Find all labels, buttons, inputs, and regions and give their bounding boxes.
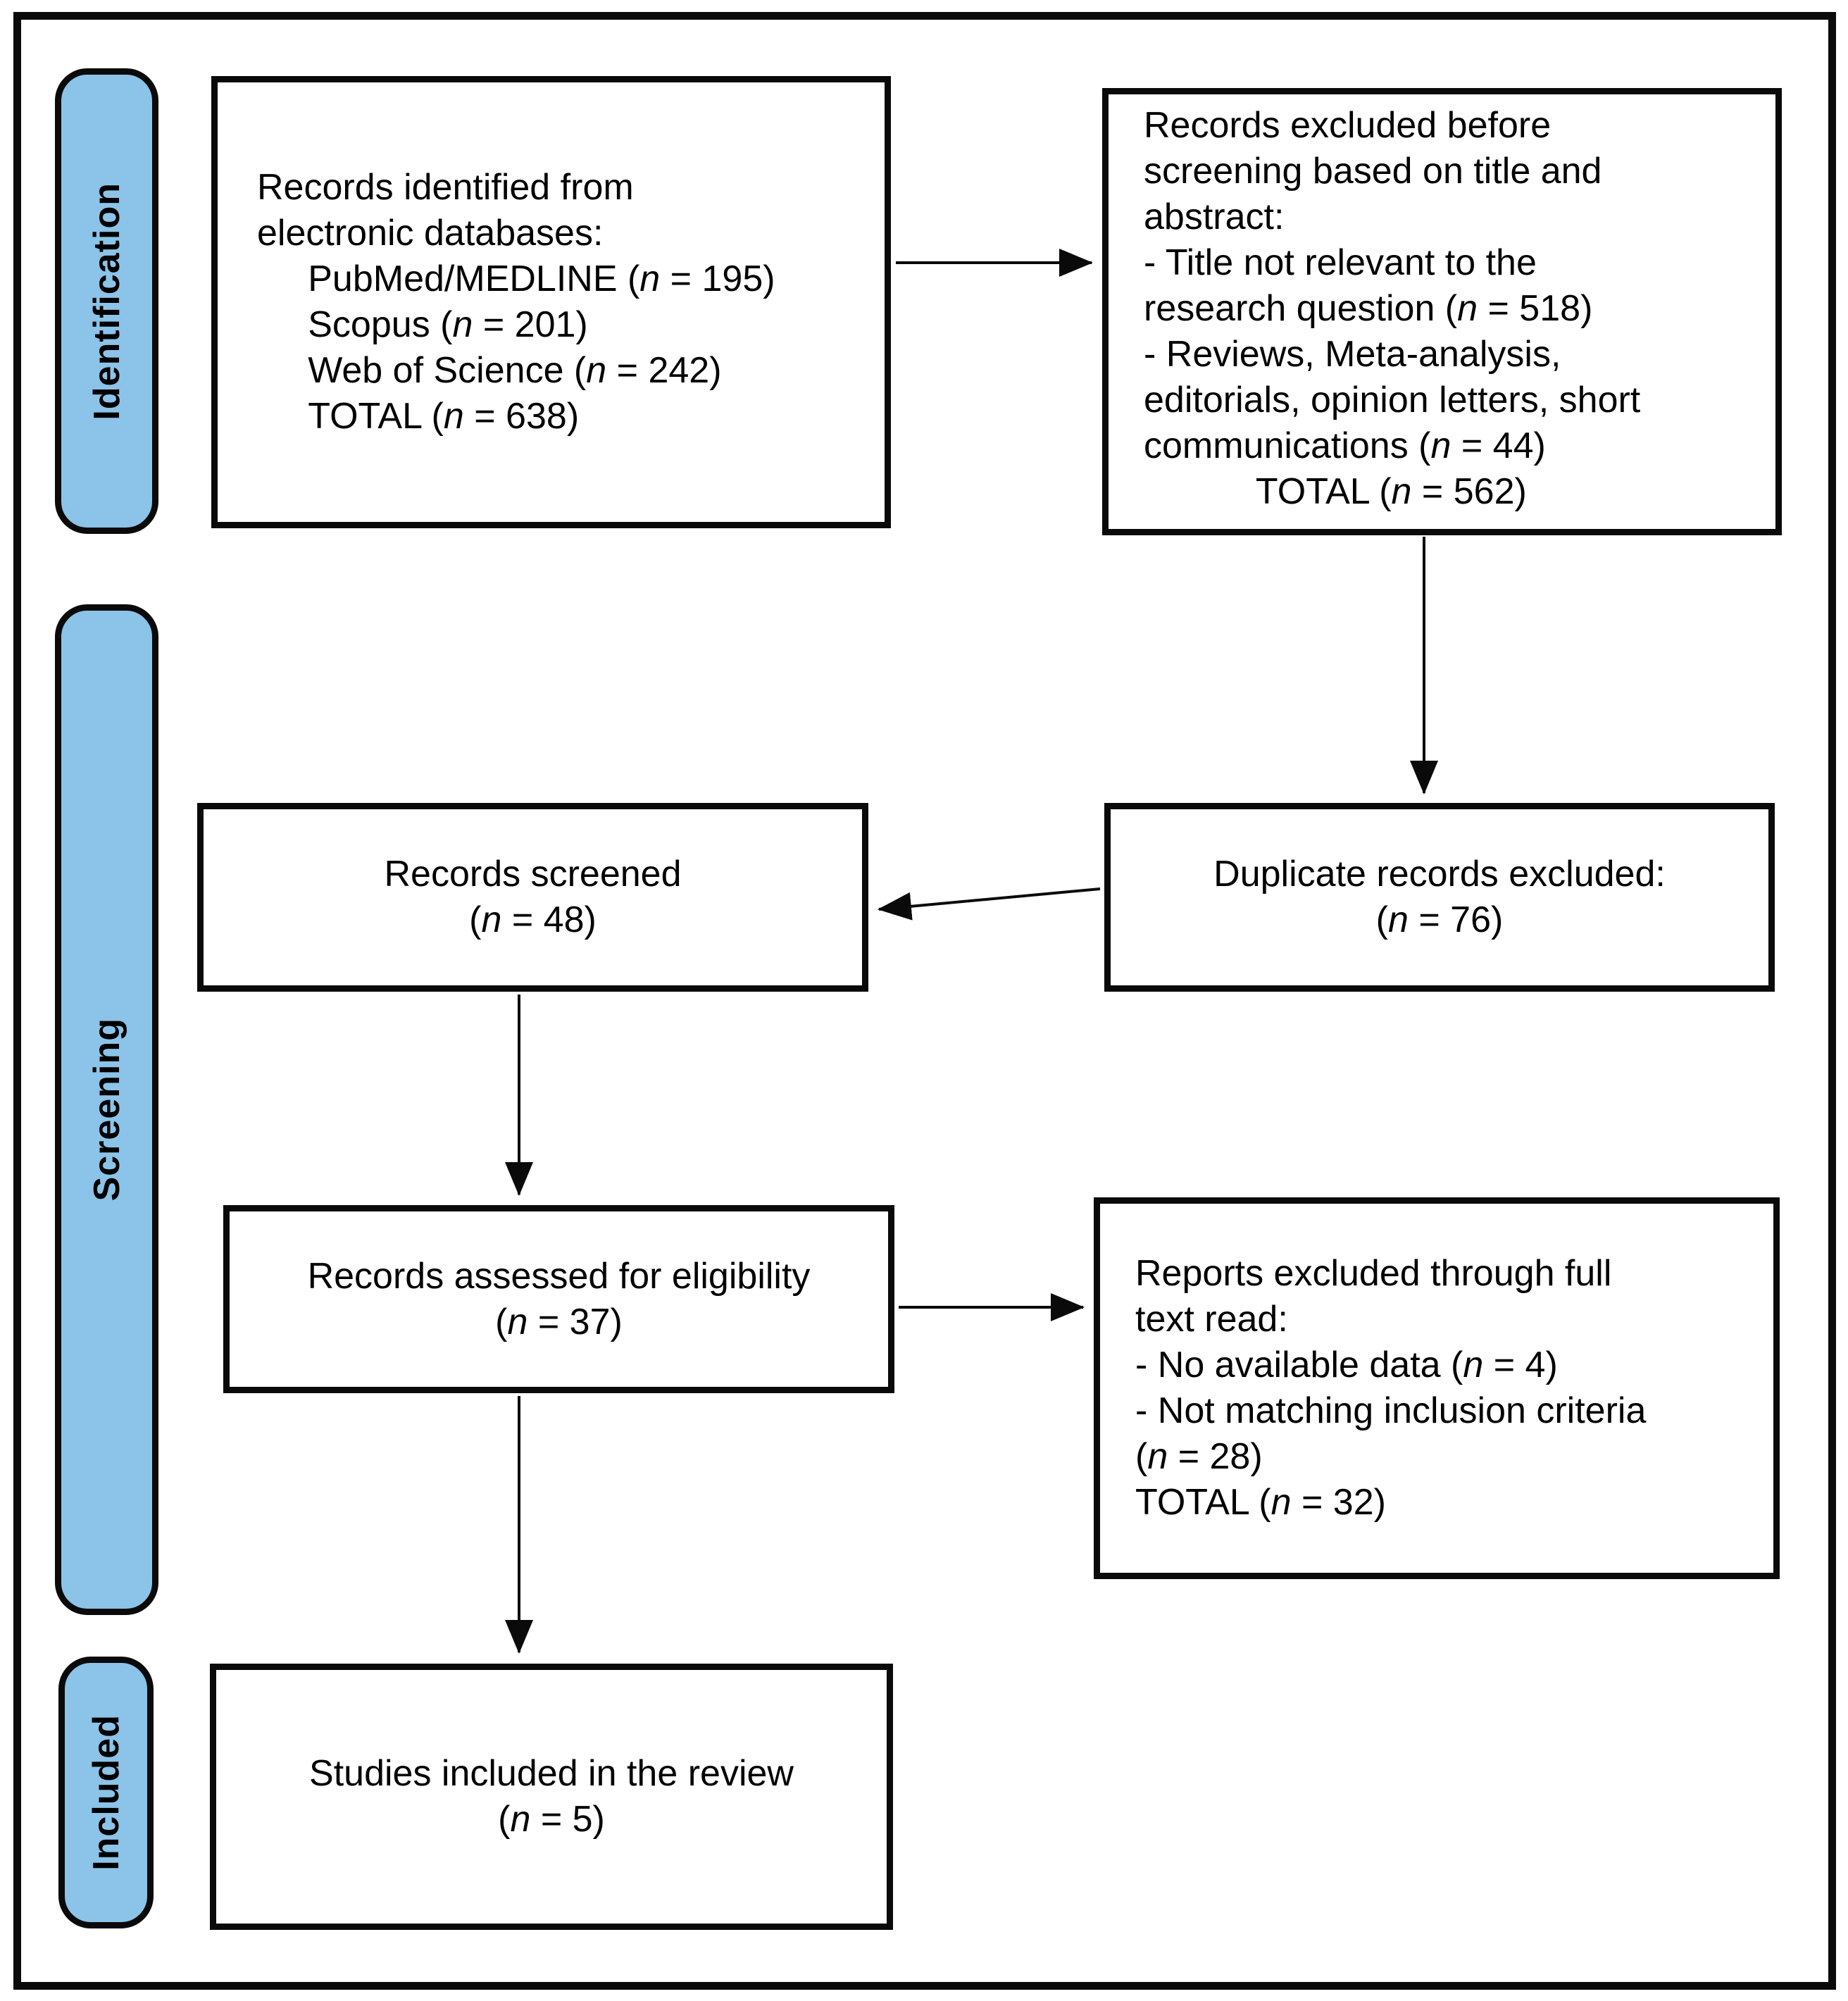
text-line: electronic databases:	[257, 213, 604, 254]
text-line: Web of Science (n = 242)	[257, 350, 722, 391]
stage-label-identification-text: Identification	[86, 182, 127, 420]
text-line: Records assessed for eligibility	[307, 1255, 811, 1297]
stage-label-included-text: Included	[85, 1714, 127, 1871]
text-line: communications (n = 44)	[1144, 425, 1546, 466]
box-studies-included	[210, 1664, 893, 1930]
text-line: Duplicate records excluded:	[1213, 854, 1666, 894]
text-line: (n = 48)	[469, 899, 597, 940]
stage-label-included	[58, 1657, 154, 1928]
text-line: (n = 76)	[1375, 899, 1504, 940]
text-line: TOTAL (n = 562)	[1144, 471, 1527, 512]
box-duplicate-records-excluded	[1104, 803, 1775, 992]
box-records-screened	[197, 803, 868, 992]
text-line: (n = 5)	[498, 1799, 605, 1840]
stage-label-screening-text: Screening	[86, 1018, 127, 1202]
text-line: abstract:	[1144, 197, 1285, 237]
text-line: - Title not relevant to the	[1144, 242, 1537, 283]
text-line: screening based on title and	[1144, 151, 1602, 192]
text-line: Records screened	[384, 854, 682, 894]
text-line: Scopus (n = 201)	[257, 304, 588, 345]
box-reports-excluded-full-text	[1094, 1197, 1780, 1579]
text-line: research question (n = 518)	[1144, 288, 1593, 329]
text-line: Records identified from	[257, 167, 634, 208]
box-records-identified	[211, 76, 891, 528]
text-line: Records excluded before	[1144, 105, 1552, 146]
box-records-assessed-for-eligibility	[223, 1205, 894, 1393]
text-line: TOTAL (n = 638)	[257, 396, 580, 437]
stage-label-identification	[55, 68, 158, 534]
text-line: TOTAL (n = 32)	[1135, 1482, 1386, 1523]
box-records-excluded-before-screening	[1102, 88, 1782, 535]
text-line: PubMed/MEDLINE (n = 195)	[257, 258, 775, 299]
text-line: (n = 37)	[495, 1301, 623, 1342]
text-line: (n = 28)	[1135, 1436, 1263, 1477]
text-line: - Not matching inclusion criteria	[1135, 1390, 1647, 1431]
stage-label-screening	[55, 604, 158, 1615]
text-line: - No available data (n = 4)	[1135, 1345, 1558, 1385]
text-line: Reports excluded through full	[1135, 1253, 1612, 1294]
text-line: text read:	[1135, 1299, 1288, 1340]
text-line: editorials, opinion letters, short	[1144, 380, 1641, 420]
text-line: - Reviews, Meta-analysis,	[1144, 334, 1561, 375]
text-line: Studies included in the review	[309, 1753, 794, 1794]
